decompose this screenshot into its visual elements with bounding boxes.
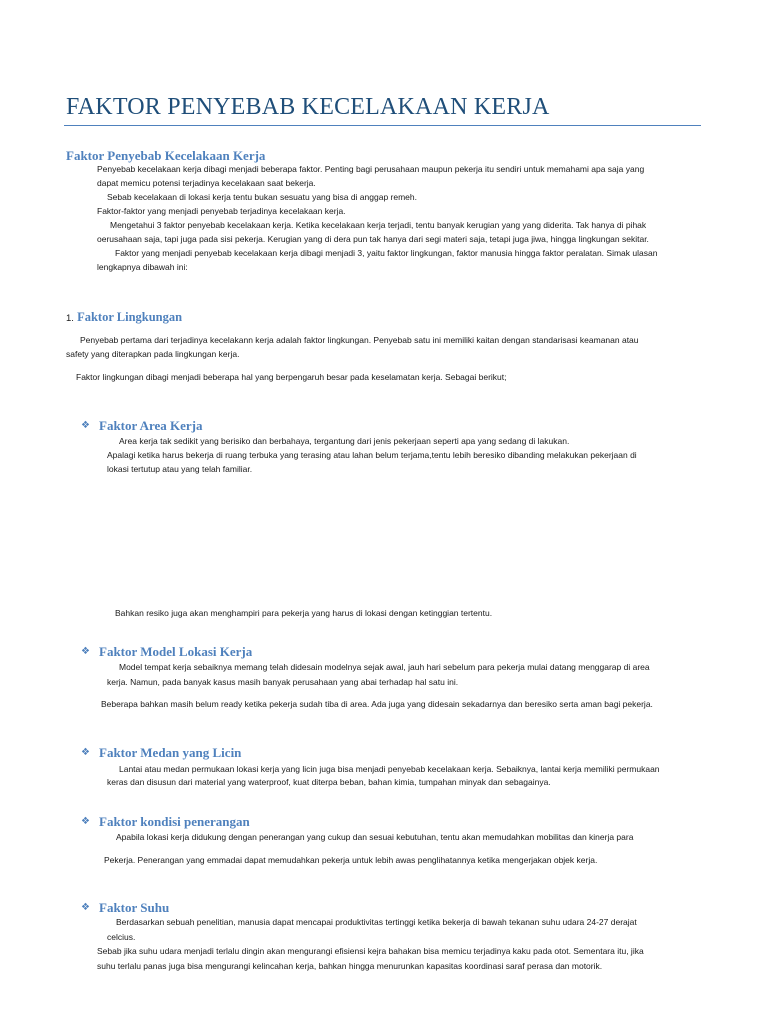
diamond-bullet-icon: ❖ [81,747,90,758]
penerangan-line-1: Apabila lokasi kerja didukung dengan penerangan yang cukup dan sesuai kebutuhan, tentu akan memudahkan mobilitas dan kinerja para [116,832,634,842]
model-lokasi-line-1: Model tempat kerja sebaiknya memang telah didesain modelnya sejak awal, jauh hari sebelum para pekerja mulai datang menggarap di area [119,662,650,672]
intro-line-3: Sebab kecelakaan di lokasi kerja tentu bukan sesuatu yang bisa di anggap remeh. [107,192,417,202]
suhu-heading: Faktor Suhu [99,900,170,915]
model-lokasi-heading: Faktor Model Lokasi Kerja [99,644,253,659]
intro-line-5: Mengetahui 3 faktor penyebab kecelakaan kerja. Ketika kecelakaan kerja terjadi, tentu banyak kerugian yang yang diderita. Tak hanya di pihak [110,220,647,230]
medan-licin-heading: Faktor Medan yang Licin [99,745,242,760]
model-lokasi-line-3: Beberapa bahkan masih belum ready ketika pekerja sudah tiba di area. Ada juga yang didesain sekadarnya dan beresiko serta aman bagi pekerja. [101,699,653,709]
area-kerja-line-2: Apalagi ketika harus bekerja di ruang terbuka yang terasing atau lahan belum terjama,tentu lebih beresiko dibanding melakukan pekerjaan di [107,450,637,460]
model-lokasi-line-2: kerja. Namun, pada banyak kasus masih banyak perusahaan yang abai terhadap hal satu ini. [107,677,459,687]
suhu-line-2: celcius. [107,932,136,942]
section1-line-2: safety yang diterapkan pada lingkungan kerja. [66,349,240,359]
section1-line-1: Penyebab pertama dari terjadinya kecelakann kerja adalah faktor lingkungan. Penyebab satu ini memiliki kaitan dengan standarisasi keamanan atau [80,335,639,345]
penerangan-line-2: Pekerja. Penerangan yang emmadai dapat memudahkan pekerja untuk lebih awas penglihatannya ketika mengerjakan objek kerja. [104,855,598,865]
intro-line-4: Faktor-faktor yang menjadi penyebab terjadinya kecelakaan kerja. [97,206,346,216]
diamond-bullet-icon: ❖ [81,420,90,431]
suhu-line-1: Berdasarkan sebuah penelitian, manusia dapat mencapai produktivitas tertinggi ketika bekerja di bawah tekanan suhu udara 24-27 derajat [116,917,637,927]
diamond-bullet-icon: ❖ [81,646,90,657]
section1-heading [66,310,182,325]
area-kerja-heading: Faktor Area Kerja [99,418,203,433]
medan-licin-line-2: keras dan disusun dari material yang waterproof, kuat diterpa beban, bahan kimia, tumpahan minyak dan sebagainya. [107,777,551,787]
diamond-bullet-icon: ❖ [81,816,90,827]
intro-line-2: dapat memicu potensi terjadinya kecelakaan saat bekerja. [97,178,316,188]
section1-heading-text: Faktor Lingkungan [77,310,183,324]
intro-line-1: Penyebab kecelakaan kerja dibagi menjadi beberapa faktor. Penting bagi perusahaan maupun pekerja itu sendiri untuk memahami apa saja yang [97,164,645,174]
document-title: FAKTOR PENYEBAB KECELAKAAN KERJA [66,94,550,120]
suhu-line-4: suhu terlalu panas juga bisa mengurangi kelincahan kerja, bahkan hingga menurunkan kapasitas koordinasi saraf perasa dan motorik. [97,961,603,971]
title-divider [64,125,701,126]
medan-licin-line-1: Lantai atau medan permukaan lokasi kerja yang licin juga bisa menjadi penyebab kecelakaan kerja. Sebaiknya, lantai kerja memiliki permukaan [119,764,660,774]
area-kerja-line-3: lokasi tertutup atau yang telah familiar. [107,464,253,474]
section1-number: 1. [66,313,74,324]
intro-line-8: lengkapnya dibawah ini: [97,262,188,272]
suhu-line-3: Sebab jika suhu udara menjadi terlalu dingin akan mengurangi efisiensi kejra bahakan bisa memicu terjadinya kaku pada otot. Sementara itu, jika [97,946,644,956]
diamond-bullet-icon: ❖ [81,902,90,913]
intro-line-7: Faktor yang menjadi penyebab kecelakaan kerja dibagi menjadi 3, yaitu faktor lingkungan, faktor manusia hingga faktor peralatan. Simak ulasan [115,248,658,258]
area-kerja-line-1: Area kerja tak sedikit yang berisiko dan berbahaya, tergantung dari jenis pekerjaan seperti apa yang sedang di lakukan. [119,436,570,446]
penerangan-heading: Faktor kondisi penerangan [99,814,250,829]
section1-line-3: Faktor lingkungan dibagi menjadi beberapa hal yang berpengaruh besar pada keselamatan kerja. Sebagai berikut; [76,372,507,382]
area-kerja-line-4: Bahkan resiko juga akan menghampiri para pekerja yang harus di lokasi dengan ketinggian tertentu. [115,608,493,618]
intro-heading: Faktor Penyebab Kecelakaan Kerja [66,148,266,163]
intro-line-6: oerusahaan saja, tapi juga pada sisi pekerja. Kerugian yang di dera pun tak hanya dari segi materi saja, tetapi juga jiwa, hingga lingkungan sekitar. [97,234,649,244]
